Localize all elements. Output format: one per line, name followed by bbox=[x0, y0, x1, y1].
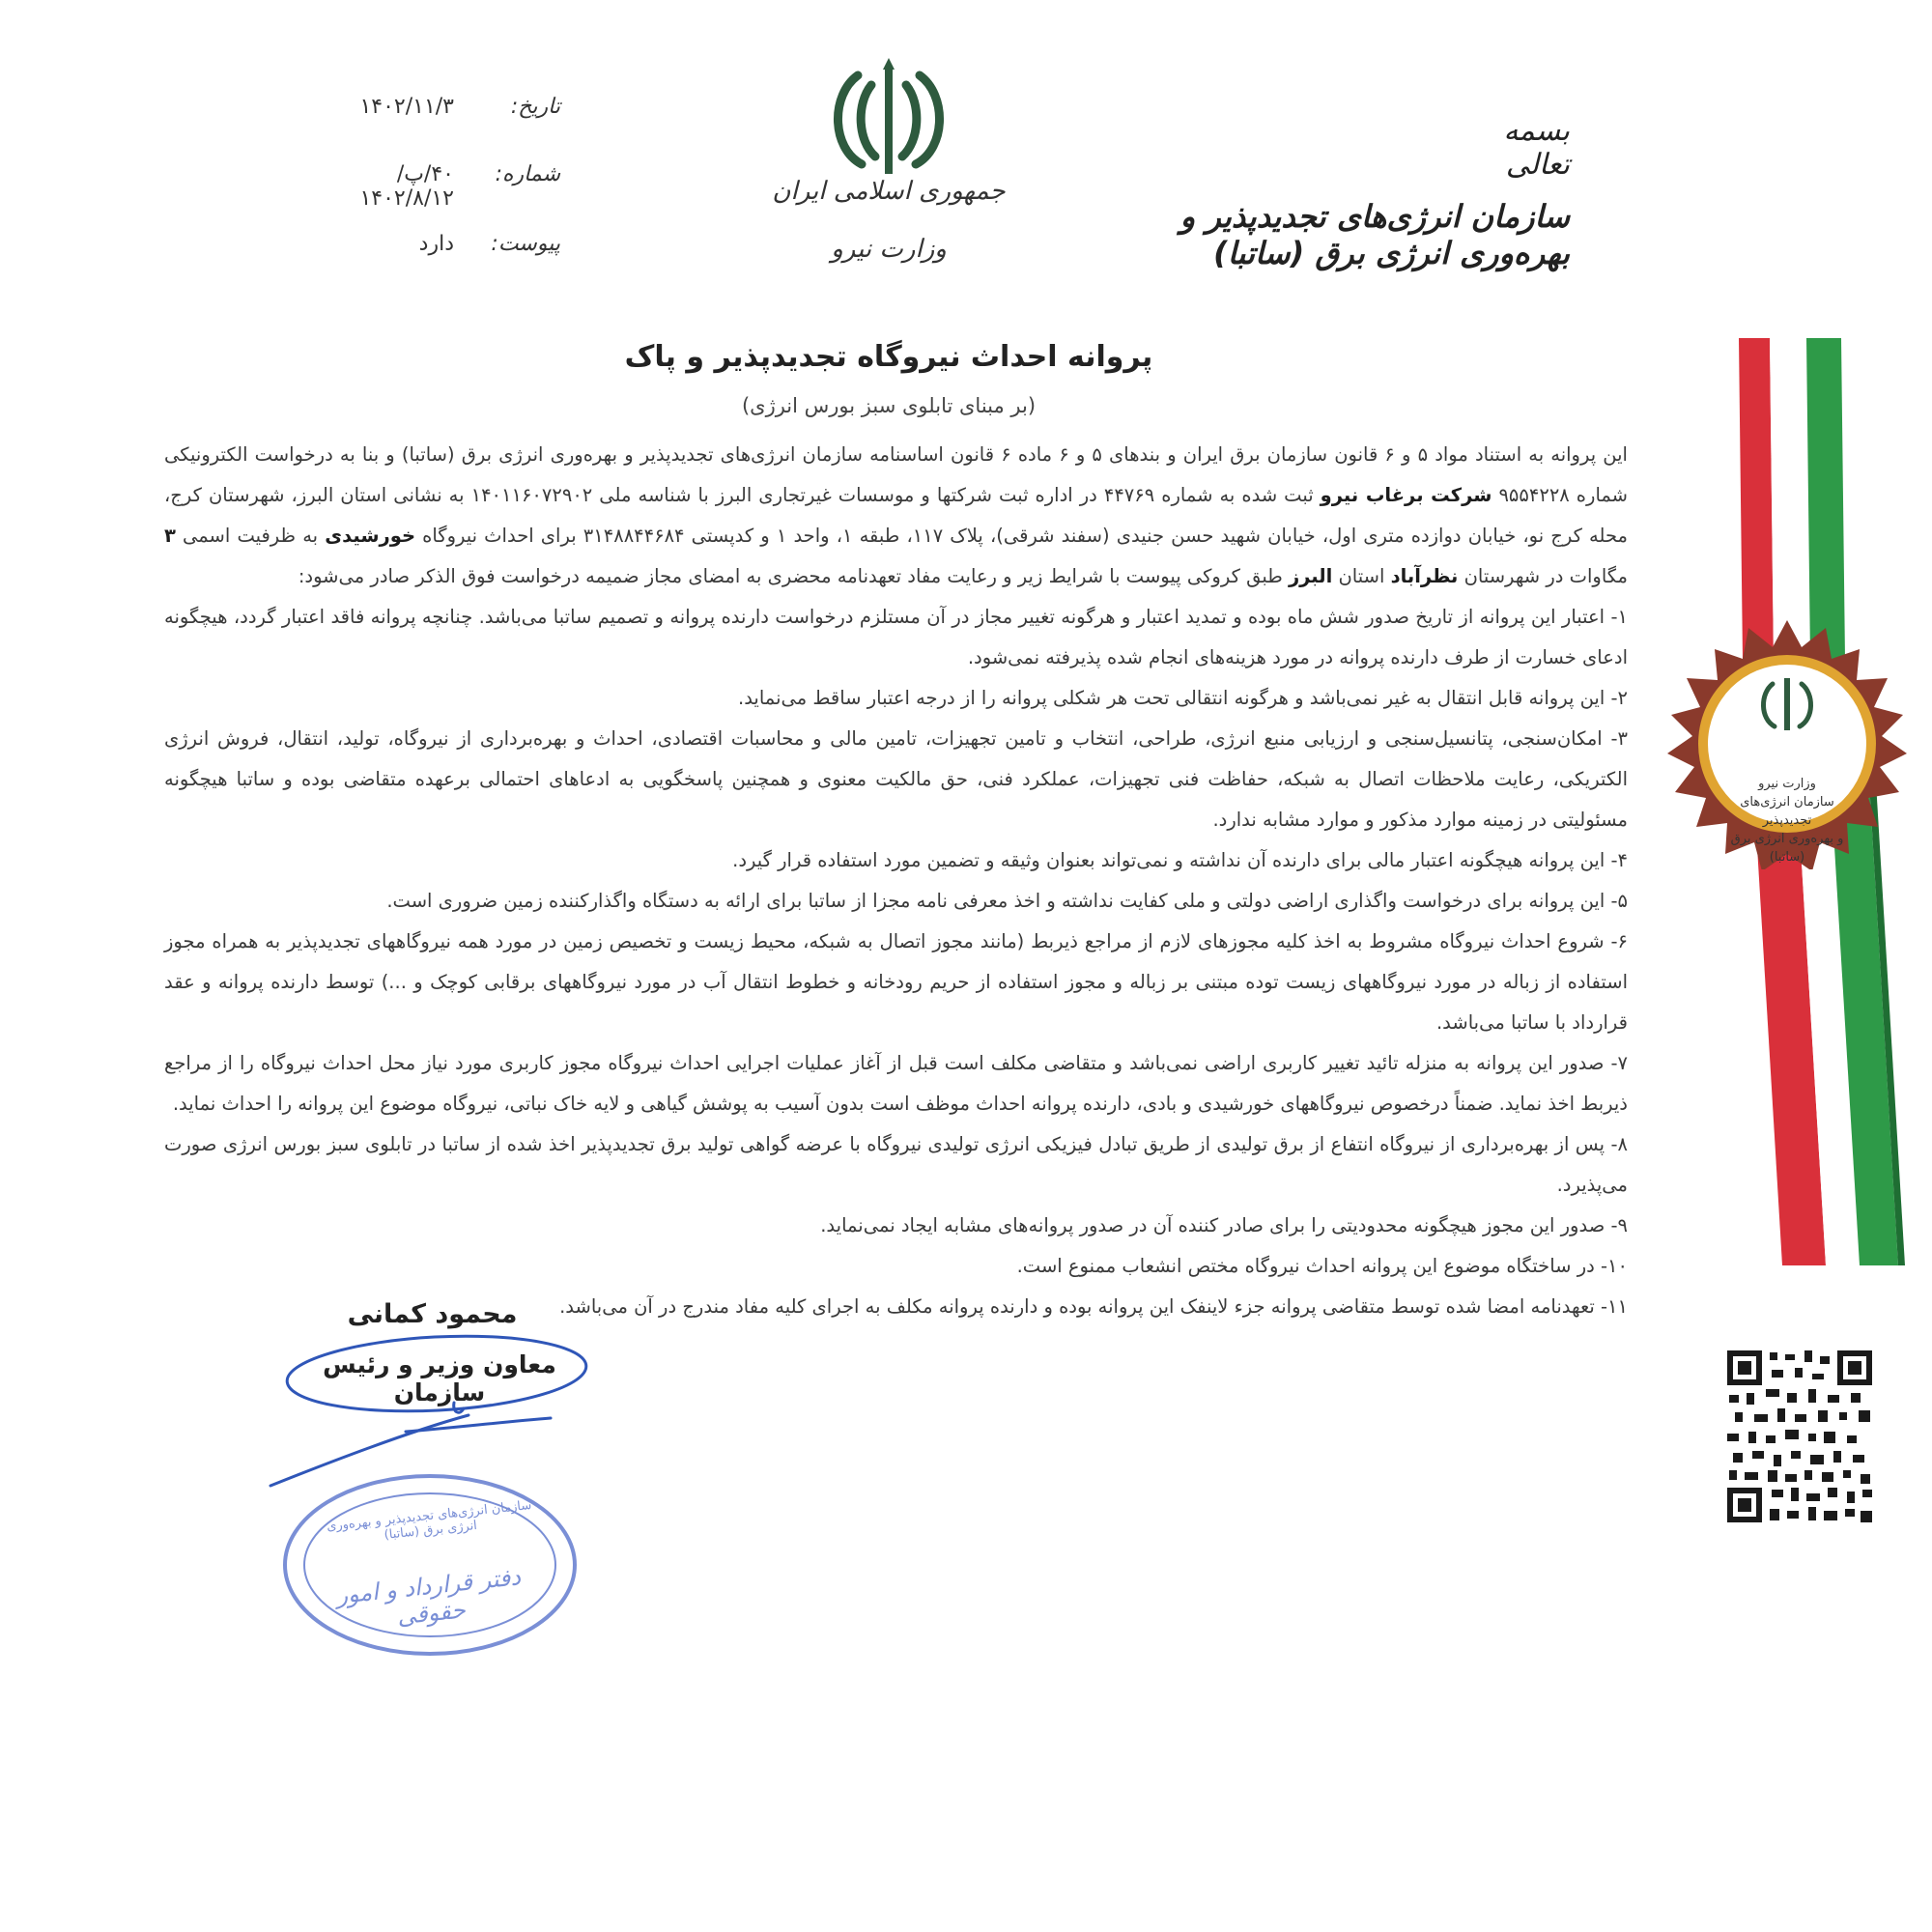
attachment-row bbox=[319, 232, 560, 270]
intro-text-4: مگاوات در شهرستان bbox=[1458, 565, 1628, 587]
clause-10: ۱۰- در ساختگاه موضوع این پروانه احداث نیروگاه مختص انشعاب ممنوع است. bbox=[1016, 1255, 1628, 1277]
ribbon-seal bbox=[1662, 338, 1913, 1285]
seal-caption-line1: وزارت نیرو bbox=[1758, 777, 1816, 791]
plant-city: نظرآباد bbox=[1390, 565, 1459, 587]
emblem-caption-ministry: وزارت نیرو bbox=[831, 235, 947, 264]
intro-paragraph bbox=[164, 435, 1628, 597]
intro-text-3: به ظرفیت اسمی bbox=[175, 525, 326, 547]
qr-code-icon bbox=[1727, 1350, 1872, 1522]
number-label: شماره: bbox=[495, 162, 560, 186]
stamp-text-line1: سازمان انرژی‌های تجدیدپذیر و بهره‌وری انرژی برق (ساتبا) bbox=[326, 1497, 532, 1543]
seal-caption-line3: و بهره‌وری انرژی برق (ساتبا) bbox=[1730, 832, 1844, 865]
clause-5: ۵- این پروانه برای درخواست واگذاری اراضی دولتی و ملی کفایت نداشته و اخذ معرفی نامه مجزا از ساتبا برای ارائه به دستگاه واگذارکننده زمین ضروری است. bbox=[386, 890, 1628, 912]
date-row bbox=[319, 95, 560, 133]
intro-text-5: استان bbox=[1332, 565, 1391, 587]
clause-3: ۳- امکان‌سنجی، پتانسیل‌سنجی و ارزیابی منبع انرژی، طراحی، انتخاب و تامین تجهیزات، تامین مالی و محاسبات اقتصادی، احداث و بهره‌برداری از نیروگاه، تولید، انتقال، فروش انرژی الکتریکی، رعایت ملاحظات اتصال به شبکه، حفاظت فنی تجهیزات، عملکرد فنی، حق مالکیت معنوی و همچنین پاسخگویی به ادعاهای احتمالی برعهده متقاضی بوده و ساتبا هیچگونه مسئولیتی در زمینه موارد مذکور و موارد مشابه ندارد. bbox=[164, 727, 1628, 831]
plant-province: البرز bbox=[1288, 565, 1333, 587]
document-body bbox=[164, 435, 1628, 1327]
company-name: شرکت برغاب نیرو bbox=[1320, 484, 1492, 506]
attachment-label: پیوست: bbox=[491, 232, 560, 256]
clause-7: ۷- صدور این پروانه به منزله تائید تغییر کاربری اراضی نمی‌باشد و متقاضی مکلف است قبل از آغاز عملیات اجرایی احداث نیروگاه مجوز کاربری مورد نیاز محل احداث نیروگاه را از مراجع ذیربط اخذ نماید. ضمناً درخصوص نیروگاههای خورشیدی و بادی، دارنده پروانه احداث موظف است بدون آسیب به پوشش گیاهی و لایه خاک نباتی، نیروگاه موضوع این پروانه را احداث نماید. bbox=[164, 1052, 1628, 1115]
basmala: بسمه تعالی bbox=[1503, 114, 1570, 182]
iran-emblem-icon bbox=[821, 56, 956, 182]
organization-name: سازمان انرژی‌های تجدیدپذیر و بهره‌وری انرژی برق (ساتبا) bbox=[1179, 198, 1570, 271]
signatory-name: محمود کمانی bbox=[347, 1299, 518, 1329]
official-stamp bbox=[275, 1468, 584, 1662]
document-title: پروانه احداث نیروگاه تجدیدپذیر و پاک bbox=[624, 340, 1153, 374]
clause-9: ۹- صدور این مجوز هیچگونه محدودیتی را برای صادر کننده آن در صدور پروانه‌های مشابه ایجاد نمی‌نماید. bbox=[820, 1214, 1628, 1236]
date-value: ۱۴۰۲/۱۱/۳ bbox=[359, 95, 454, 119]
clause-2: ۲- این پروانه قابل انتقال به غیر نمی‌باشد و هرگونه انتقالی تحت هر شکلی پروانه را از درجه اعتبار ساقط می‌نماید. bbox=[738, 687, 1628, 709]
seal-caption-line2: سازمان انرژی‌های تجدیدپذیر bbox=[1740, 795, 1834, 828]
attachment-value: دارد bbox=[418, 232, 454, 256]
document-subtitle: (بر مبنای تابلوی سبز بورس انرژی) bbox=[741, 394, 1037, 417]
clause-4: ۴- این پروانه هیچگونه اعتبار مالی برای دارنده آن نداشته و نمی‌تواند بعنوان وثیقه و تضمین مورد استفاده قرار گیرد. bbox=[732, 849, 1628, 871]
clause-1: ۱- اعتبار این پروانه از تاریخ صدور شش ماه بوده و تمدید اعتبار و هرگونه تغییر مجاز در آن مستلزم درخواست دارنده پروانه و تصمیم ساتبا می‌باشد. چنانچه پروانه فاقد اعتبار گردد، هیچگونه ادعای خسارت از طرف دارنده پروانه در مورد هزینه‌های انجام شده پذیرفته نمی‌شود. bbox=[164, 606, 1628, 668]
stamp-text-line2: دفتر قرارداد و امور حقوقی bbox=[334, 1563, 523, 1631]
clause-8: ۸- پس از بهره‌برداری از نیروگاه انتفاع از برق تولیدی از طریق تبادل فیزیکی انرژی تولیدی نیروگاه با عرضه گواهی تولید برق تجدیدپذیر اخذ شده از ساتبا در تابلوی سبز بورس انرژی صورت می‌پذیرد. bbox=[164, 1133, 1628, 1196]
date-label: تاریخ: bbox=[510, 95, 560, 119]
plant-capacity: ۳ bbox=[164, 525, 176, 547]
seal-caption bbox=[1715, 775, 1860, 867]
emblem-caption-country: جمهوری اسلامی ایران bbox=[772, 177, 1006, 206]
clause-6: ۶- شروع احداث نیروگاه مشروط به اخذ کلیه مجوزهای لازم از مراجع ذیربط (مانند مجوز اتصال به شبکه، محیط زیست و تخصیص زمین در مورد همه نیروگاههای تجدیدپذیر به همراه مجوز استفاده از زباله در مورد نیروگاههای زیست توده مبتنی بر زباله و مجوز استفاده از حریم رودخانه و خطوط انتقال آب در مورد نیروگاههای برقابی کوچک و ...) توسط دارنده پروانه و عقد قرارداد با ساتبا می‌باشد. bbox=[164, 930, 1628, 1034]
intro-text-2: ثبت شده به شماره ۴۴۷۶۹ در اداره ثبت شرکتها و موسسات غیرتجاری البرز با شناسه ملی ۱۴۰۱۱۶۰۷۲۹۰۲ به نشانی استان البرز، شهرستان کرج، محله کرج نو، خیابان دوازده متری اول، خیابان شهید حسن جنیدی (سفند شرقی)، پلاک ۱۱۷، طبقه ۱، واحد ۱ و کدپستی ۳۱۴۸۸۴۴۶۸۴ برای احداث نیروگاه bbox=[164, 484, 1629, 547]
plant-type: خورشیدی bbox=[325, 525, 415, 547]
clause-11: ۱۱- تعهدنامه امضا شده توسط متقاضی پروانه جزء لاینفک این پروانه بوده و دارنده پروانه مکلف به اجرای کلیه مفاد مندرج در آن می‌باشد. bbox=[559, 1295, 1628, 1318]
handwritten-signature-icon bbox=[261, 1323, 599, 1492]
number-value: ۴۰/پ/۱۴۰۲/۸/۱۲ bbox=[359, 162, 454, 211]
signatory-title: معاون وزیر و رئیس سازمان bbox=[323, 1350, 556, 1406]
intro-text-1: این پروانه به استناد مواد ۵ و ۶ قانون سازمان برق ایران و بندهای ۵ و ۶ ماده ۶ قانون اساسنامه سازمان انرژی‌های تجدیدپذیر و بهره‌وری انرژی برق (ساتبا) و بنا به درخواست الکترونیکی شماره ۹۵۵۴۲۲۸ bbox=[164, 443, 1628, 506]
intro-text-6: طبق کروکی پیوست با شرایط زیر و رعایت مفاد تعهدنامه محضری به امضای مجاز ضمیمه درخواست فوق الذکر صادر می‌شود: bbox=[298, 565, 1289, 587]
number-row bbox=[319, 162, 560, 211]
